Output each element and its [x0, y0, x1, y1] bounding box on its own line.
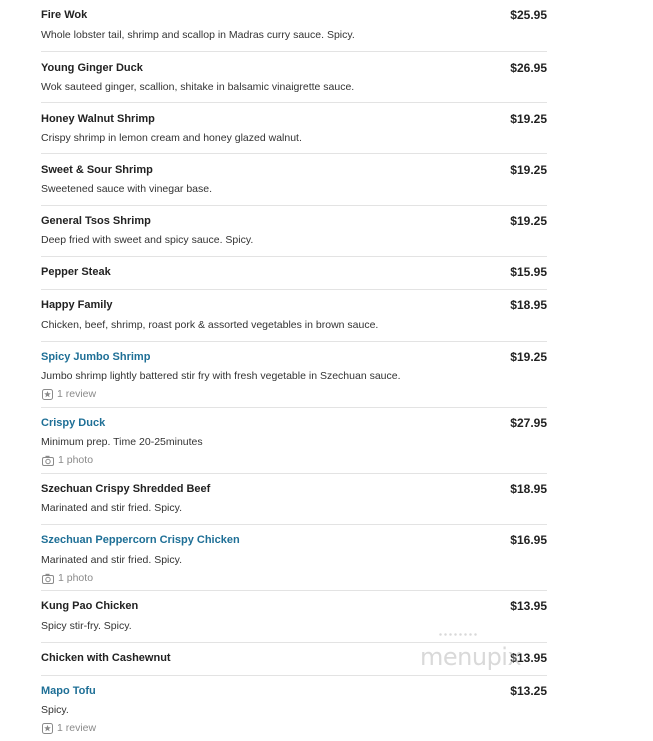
menu-item-name: Pepper Steak: [41, 266, 111, 278]
menu-item-name: General Tsos Shrimp: [41, 215, 151, 227]
review-star-icon: [42, 723, 53, 734]
menu-item-description: Marinated and stir fried. Spicy.: [41, 554, 183, 566]
menu-item: [41, 257, 547, 290]
menu-item-price: $25.95: [510, 8, 547, 22]
photo-count-link[interactable]: [42, 454, 93, 466]
watermark-dots: [438, 632, 478, 638]
menu-item-description: Sweetened sauce with vinegar base.: [41, 183, 213, 195]
review-count-link[interactable]: [42, 722, 96, 734]
menu-item-description: Crispy shrimp in lemon cream and honey glazed walnut.: [41, 132, 302, 144]
menu-item-description: Marinated and stir fried. Spicy.: [41, 502, 183, 514]
menu-item-name-link[interactable]: Crispy Duck: [41, 417, 106, 429]
menu-item-name: Szechuan Crispy Shredded Beef: [41, 483, 211, 495]
menu-item-description: Whole lobster tail, shrimp and scallop in Madras curry sauce. Spicy.: [41, 29, 355, 41]
menu-item-description: Deep fried with sweet and spicy sauce. Spicy.: [41, 234, 254, 246]
menu-item-name-link[interactable]: Szechuan Peppercorn Crispy Chicken: [41, 534, 240, 546]
menu-item: [41, 103, 547, 154]
menu-item: [41, 0, 547, 52]
menu-item-name-link[interactable]: Mapo Tofu: [41, 685, 96, 697]
menu-item: [41, 474, 547, 525]
menu-item-price: $13.95: [510, 599, 547, 613]
photo-count-label: 1 photo: [58, 572, 94, 584]
menupix-watermark: menupix: [420, 643, 522, 671]
menu-item-name: Honey Walnut Shrimp: [41, 113, 155, 125]
menu-item-price: $13.25: [510, 684, 547, 698]
menu-item-price: $27.95: [510, 416, 547, 430]
menu-item-name: Chicken with Cashewnut: [41, 652, 171, 664]
menu-item: [41, 676, 547, 738]
menu-item-name: Fire Wok: [41, 9, 88, 21]
menu-item-price: $15.95: [510, 265, 547, 279]
review-count-label: 1 review: [57, 388, 97, 400]
menu-item-description: Minimum prep. Time 20-25minutes: [41, 436, 203, 448]
menu-item: [41, 342, 547, 408]
menu-item-price: $19.25: [510, 214, 547, 228]
menu-item-name-link[interactable]: Spicy Jumbo Shrimp: [41, 351, 151, 363]
menu-item-description: Spicy.: [41, 704, 69, 716]
review-star-icon: [42, 389, 53, 400]
review-count-label: 1 review: [57, 722, 97, 734]
menu-item-description: Chicken, beef, shrimp, roast pork & assorted vegetables in brown sauce.: [41, 319, 379, 331]
review-count-link[interactable]: [42, 388, 96, 400]
menu-item-description: Wok sauteed ginger, scallion, shitake in balsamic vinaigrette sauce.: [41, 81, 355, 93]
camera-icon: [42, 455, 54, 466]
menu-item-price: $18.95: [510, 482, 547, 496]
menu-item-name: Kung Pao Chicken: [41, 600, 139, 612]
photo-count-label: 1 photo: [58, 454, 94, 466]
menu-item: [41, 290, 547, 342]
camera-icon: [42, 573, 54, 584]
menu-list: [41, 0, 547, 738]
menu-item: [41, 525, 547, 591]
menu-item: [41, 206, 547, 257]
menu-item-price: $26.95: [510, 61, 547, 75]
menu-item-price: $18.95: [510, 298, 547, 312]
menu-item: [41, 154, 547, 206]
menu-item-description: Jumbo shrimp lightly battered stir fry with fresh vegetable in Szechuan sauce.: [41, 370, 401, 382]
menu-item: [41, 52, 547, 103]
menu-item-description: Spicy stir-fry. Spicy.: [41, 620, 132, 632]
menu-item-name: Sweet & Sour Shrimp: [41, 164, 153, 176]
menu-item-name: Young Ginger Duck: [41, 62, 143, 74]
menu-item-price: $13.95: [510, 651, 547, 665]
menu-item-name: Happy Family: [41, 299, 113, 311]
menu-item-price: $19.25: [510, 350, 547, 364]
photo-count-link[interactable]: [42, 572, 93, 584]
menu-item-price: $19.25: [510, 163, 547, 177]
menu-item-price: $19.25: [510, 112, 547, 126]
menu-item-price: $16.95: [510, 533, 547, 547]
menu-item: [41, 408, 547, 474]
